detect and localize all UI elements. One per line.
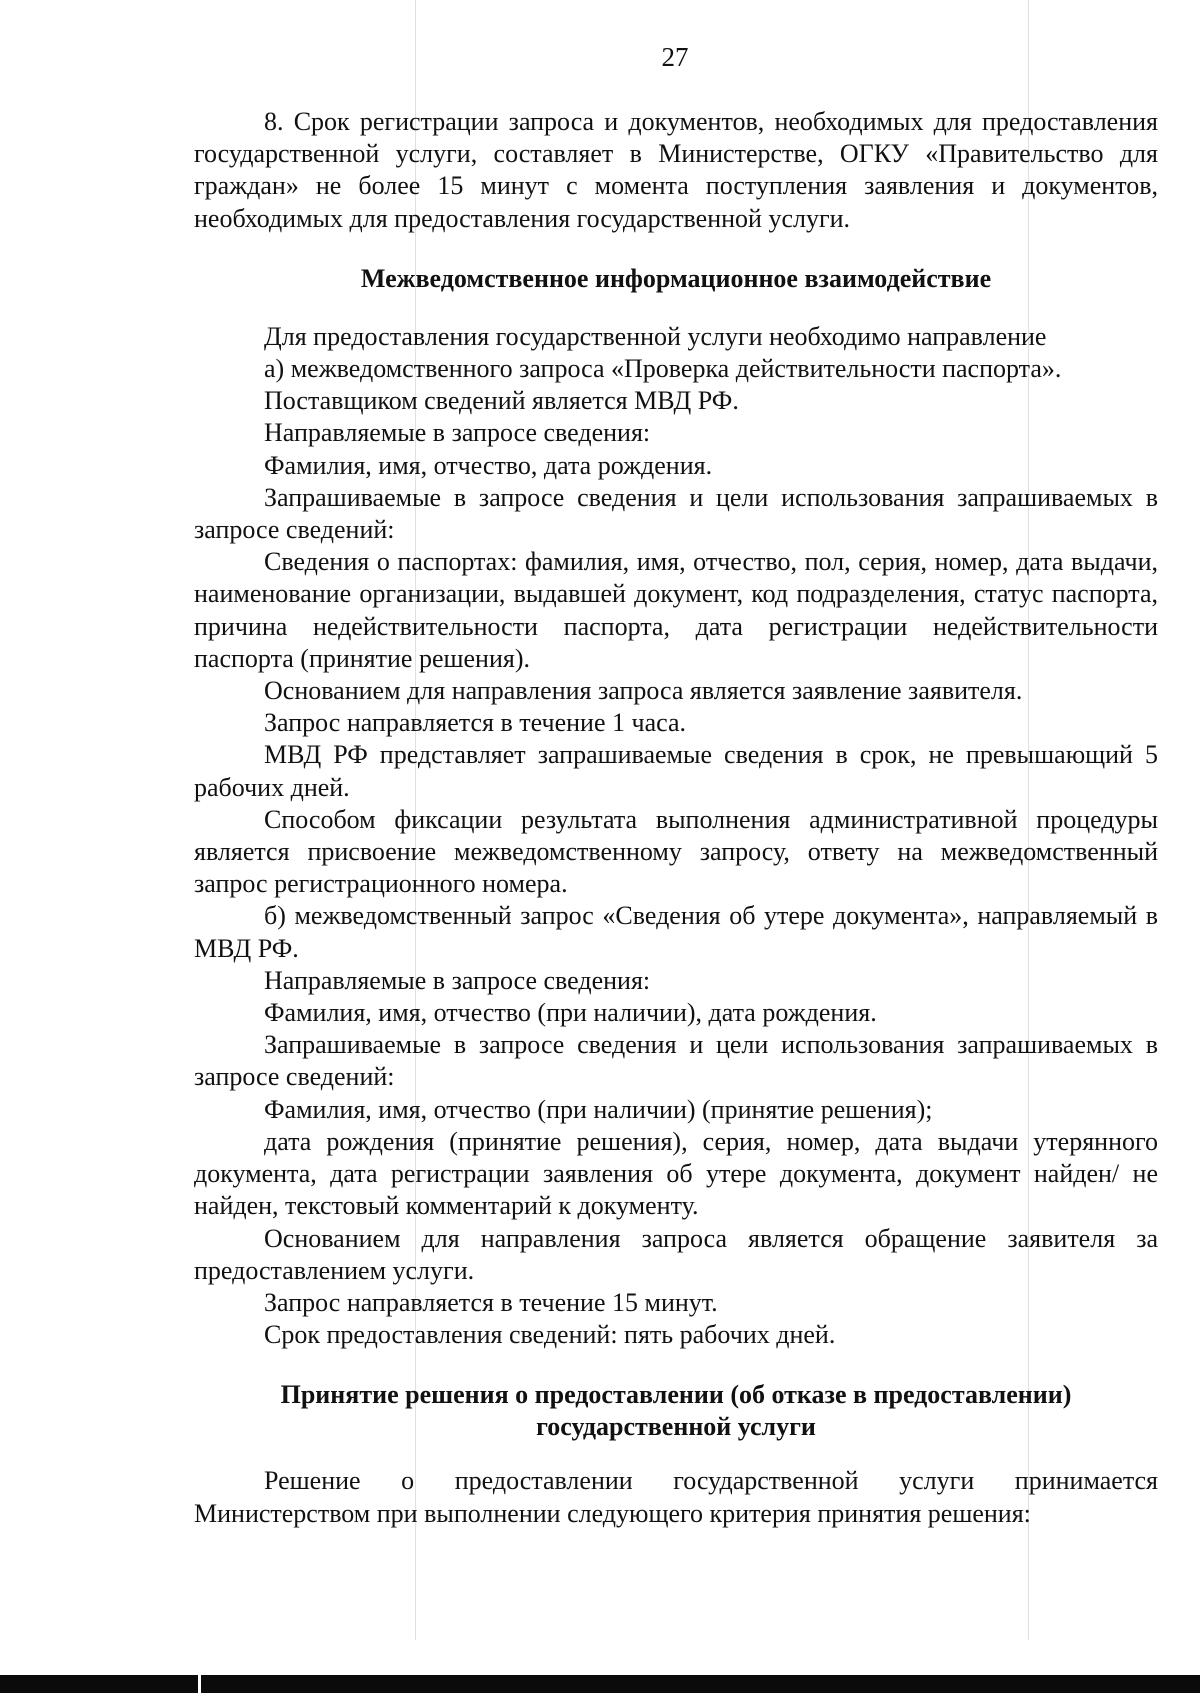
paragraph: Фамилия, имя, отчество, дата рождения. <box>264 450 713 480</box>
paragraph: Запрашиваемые в запросе сведения и цели использования запрашиваемых в запросе сведений: <box>194 1030 1158 1092</box>
paragraph: Фамилия, имя, отчество (при наличии) (принятие решения); <box>264 1094 933 1124</box>
paragraph: Направляемые в запросе сведения: <box>264 965 651 995</box>
page-number: 27 <box>661 42 689 72</box>
section-heading-line: Принятие решения о предоставлении (об отказе в предоставлении) <box>280 1380 1072 1410</box>
paragraph: Фамилия, имя, отчество (при наличии), дата рождения. <box>264 998 877 1028</box>
paragraph: б) межведомственный запрос «Сведения об утере документа», направляемый в МВД РФ. <box>194 901 1158 963</box>
paragraph: МВД РФ представляет запрашиваемые сведения в срок, не превышающий 5 рабочих дней. <box>194 740 1158 802</box>
paragraph: 8. Срок регистрации запроса и документов, необходимых для предоставления государственной услуги, составляет в Министерстве, ОГКУ «Правительство для граждан» не более 15 минут с момента поступления заявления и документов, необходимых для предоставления государственной услуги. <box>194 107 1158 233</box>
paragraph: Направляемые в запросе сведения: <box>264 418 651 448</box>
paragraph: Запрашиваемые в запросе сведения и цели использования запрашиваемых в запросе сведений: <box>194 482 1158 545</box>
section-heading <box>194 1379 1158 1443</box>
scan-bottom-notch <box>198 1675 201 1693</box>
paragraph: Поставщиком сведений является МВД РФ. <box>264 386 739 416</box>
paragraph: дата рождения (принятие решения), серия, номер, дата выдачи утерянного документа, дата регистрации заявления об утере документа, документ найден/ не найден, текстовый комментарий к документу. <box>194 1126 1158 1221</box>
paragraph: Для предоставления государственной услуги необходимо направление <box>264 321 1047 351</box>
paragraph: Срок предоставления сведений: пять рабочих дней. <box>264 1320 836 1350</box>
section-heading-line: государственной услуги <box>536 1412 816 1442</box>
paragraph: Запрос направляется в течение 15 минут. <box>264 1287 718 1317</box>
paragraph: Способом фиксации результата выполнения административной процедуры является присвоение межведомственному запросу, ответу на межведомственный запрос регистрационного номера. <box>194 804 1158 899</box>
paragraph: Основанием для направления запроса является обращение заявителя за предоставлением услуги. <box>194 1223 1158 1285</box>
paragraph: Основанием для направления запроса является заявление заявителя. <box>264 676 1023 706</box>
paragraph: Запрос направляется в течение 1 часа. <box>264 708 687 738</box>
document-body <box>194 106 1158 1530</box>
paragraph: Сведения о паспортах: фамилия, имя, отчество, пол, серия, номер, дата выдачи, наименование организации, выдавшей документ, код подразделения, статус паспорта, причина недействительности паспорта, дата регистрации недействительности паспорта (принятие решения). <box>194 547 1158 673</box>
scan-bottom-border <box>0 1675 1200 1693</box>
paragraph: а) межведомственного запроса «Проверка действительности паспорта». <box>264 354 1062 384</box>
paragraph: Решение о предоставлении государственной услуги принимается Министерством при выполнении следующего критерия принятия решения: <box>194 1466 1158 1528</box>
section-heading: Межведомственное информационное взаимодействие <box>360 263 992 293</box>
